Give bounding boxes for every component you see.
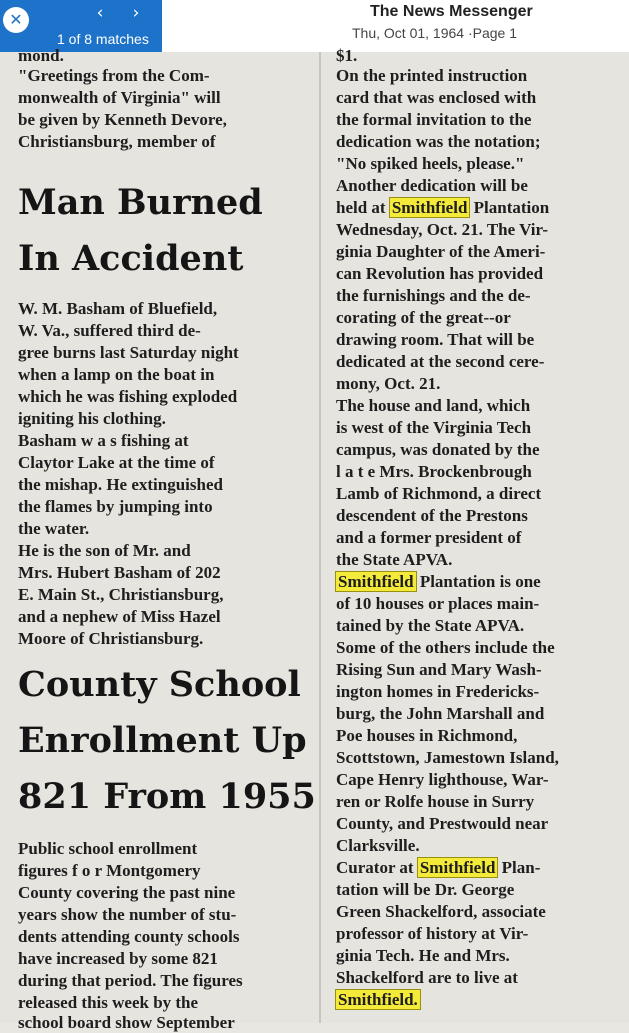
text-fragment: Plantation [473, 198, 550, 217]
text-line: Some of the others include the [336, 638, 555, 657]
text-line: Christiansburg, member of [18, 132, 216, 151]
headline: Enrollment Up [18, 720, 307, 761]
text-line: which he was fishing exploded [18, 387, 238, 406]
text-line: and a nephew of Miss Hazel [18, 607, 221, 626]
text-line: burg, the John Marshall and [336, 704, 545, 723]
text-line: monwealth of Virginia" will [18, 88, 221, 107]
text-line: Public school enrollment [18, 839, 198, 858]
search-highlight[interactable]: Smithfield. [338, 990, 418, 1009]
text-line [336, 198, 549, 218]
text-line: have increased by some 821 [18, 949, 218, 968]
text-line: school board show September [18, 1013, 235, 1032]
newspaper-page-view[interactable] [0, 46, 629, 1032]
text-line: Lamb of Richmond, a direct [336, 484, 542, 503]
text-line: is west of the Virginia Tech [336, 418, 532, 437]
text-fragment: held at [336, 198, 386, 217]
text-line: dents attending county schools [18, 927, 240, 946]
text-line: the State APVA. [336, 550, 453, 569]
headline: 821 From 1955 [18, 776, 316, 817]
text-line: The house and land, which [336, 396, 531, 415]
text-line: of 10 houses or places main- [336, 594, 540, 613]
text-line: Cape Henry lighthouse, War- [336, 770, 549, 789]
text-line: Another dedication will be [336, 176, 528, 195]
text-line: Poe houses in Richmond, [336, 726, 518, 745]
text-line: mond. [18, 46, 64, 65]
match-count: 1 of 8 matches [57, 31, 149, 47]
text-line: dedication was the notation; [336, 132, 541, 151]
text-line: when a lamp on the boat in [18, 365, 215, 384]
text-line: figures f o r Montgomery [18, 861, 201, 880]
text-line: Rising Sun and Mary Wash- [336, 660, 542, 679]
text-line: Mrs. Hubert Basham of 202 [18, 563, 221, 582]
text-line: E. Main St., Christiansburg, [18, 585, 224, 604]
text-line: gree burns last Saturday night [18, 343, 239, 362]
text-line: Shackelford are to live at [336, 968, 518, 987]
search-toolbar [0, 0, 629, 52]
text-fragment: Curator at [336, 858, 414, 877]
text-line: descendent of the Prestons [336, 506, 528, 525]
headline: Man Burned [18, 182, 263, 223]
text-line: ington homes in Fredericks- [336, 682, 540, 701]
close-icon: ✕ [9, 10, 23, 29]
text-line: be given by Kenneth Devore, [18, 110, 227, 129]
text-line: dedicated at the second cere- [336, 352, 545, 371]
next-match-button[interactable] [122, 2, 150, 24]
text-line: the mishap. He extinguished [18, 475, 223, 494]
text-line: years show the number of stu- [18, 905, 237, 924]
text-line: can Revolution has provided [336, 264, 544, 283]
text-line: the furnishings and the de- [336, 286, 531, 305]
text-line: mony, Oct. 21. [336, 374, 441, 393]
text-line [336, 572, 541, 592]
text-line: released this week by the [18, 993, 199, 1012]
close-search-button[interactable] [3, 7, 29, 33]
text-line: corating of the great--or [336, 308, 511, 327]
text-line [336, 990, 420, 1010]
column-divider [319, 52, 321, 1023]
headline: In Accident [18, 238, 244, 279]
text-line: $1. [336, 46, 358, 65]
text-line: tation will be Dr. George [336, 880, 515, 899]
text-line: Clarksville. [336, 836, 420, 855]
search-highlight[interactable]: Smithfield [338, 572, 414, 591]
match-navigator [0, 0, 162, 52]
text-line: Moore of Christiansburg. [18, 629, 204, 648]
text-line: W. Va., suffered third de- [18, 321, 201, 340]
text-line: drawing room. That will be [336, 330, 535, 349]
text-line: ginia Daughter of the Ameri- [336, 242, 546, 261]
text-line: Basham w a s fishing at [18, 431, 189, 450]
text-line: campus, was donated by the [336, 440, 540, 459]
text-line: "No spiked heels, please." [336, 154, 525, 173]
text-line: Scottstown, Jamestown Island, [336, 748, 559, 767]
text-line: County covering the past nine [18, 883, 236, 902]
search-highlight[interactable]: Smithfield [419, 858, 496, 877]
text-line: tained by the State APVA. [336, 616, 525, 635]
text-line: the formal invitation to the [336, 110, 532, 129]
text-line: igniting his clothing. [18, 409, 166, 428]
text-line: Claytor Lake at the time of [18, 453, 215, 472]
newspaper-title: The News Messenger [370, 3, 533, 20]
text-line: W. M. Basham of Bluefield, [18, 299, 218, 318]
text-line: during that period. The figures [18, 971, 243, 990]
newspaper-date-page: Thu, Oct 01, 1964 ·Page 1 [352, 25, 517, 41]
text-line: Green Shackelford, associate [336, 902, 546, 921]
text-line: ren or Rolfe house in Surry [336, 792, 535, 811]
search-highlight[interactable]: Smithfield [391, 198, 468, 217]
text-fragment: Plantation is one [419, 572, 541, 591]
text-line: professor of history at Vir- [336, 924, 529, 943]
previous-match-button[interactable] [86, 2, 114, 24]
text-line: l a t e Mrs. Brockenbrough [336, 462, 532, 481]
headline: County School [18, 664, 301, 705]
text-line: card that was enclosed with [336, 88, 537, 107]
text-line: County, and Prestwould near [336, 814, 549, 833]
chevron-left-icon: ‹ [96, 3, 104, 23]
text-line: the water. [18, 519, 90, 538]
text-line: "Greetings from the Com- [18, 66, 210, 85]
text-line: On the printed instruction [336, 66, 528, 85]
text-line: He is the son of Mr. and [18, 541, 191, 560]
text-line: the flames by jumping into [18, 497, 213, 516]
text-fragment: Plan- [501, 858, 541, 877]
text-line: ginia Tech. He and Mrs. [336, 946, 510, 965]
text-line: and a former president of [336, 528, 522, 547]
chevron-right-icon: › [132, 3, 140, 23]
text-line: Wednesday, Oct. 21. The Vir- [336, 220, 549, 239]
text-line [336, 858, 540, 878]
